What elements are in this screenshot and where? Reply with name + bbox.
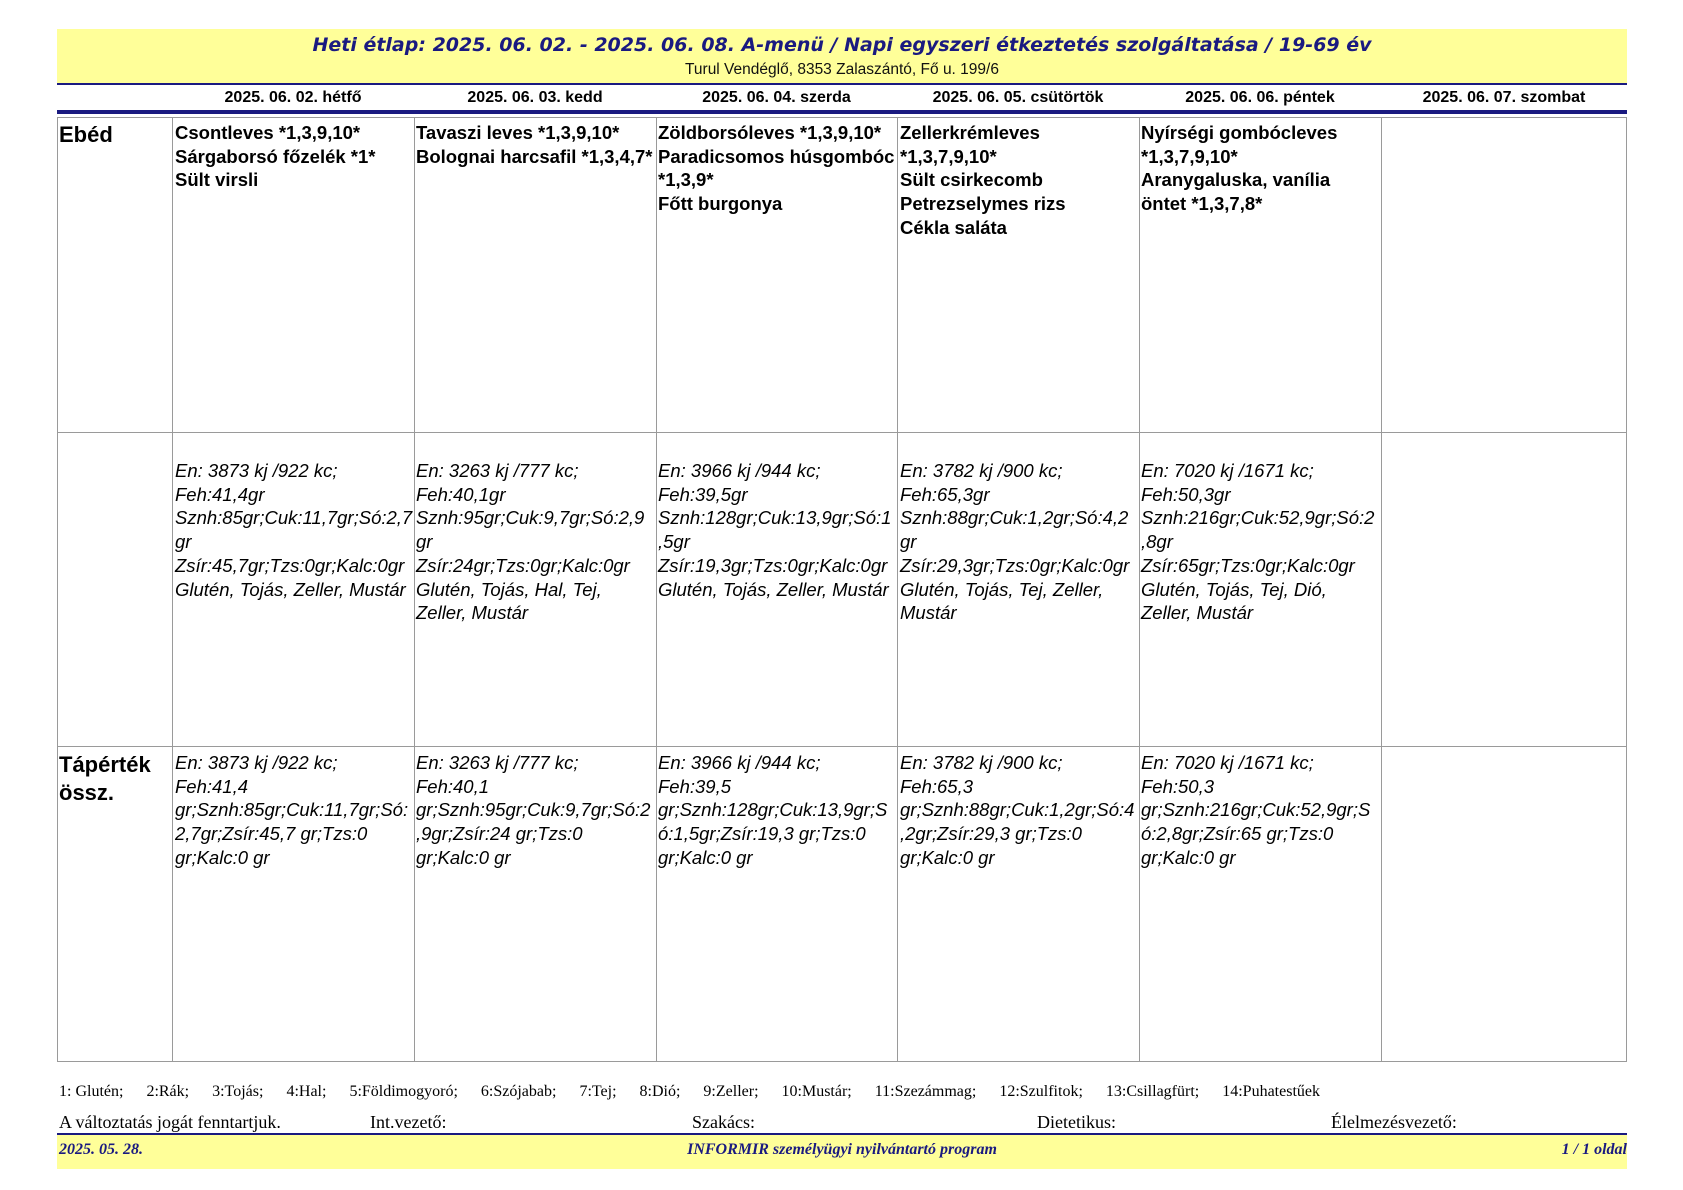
dish-item: Tavaszi leves *1,3,9,10* <box>416 122 620 143</box>
nutrition-line: En: 3263 kj /777 kc; Feh:40,1gr <box>416 460 579 505</box>
allergen-legend-item: 9:Zeller; <box>703 1083 759 1100</box>
change-notice: A változtatás jogát fenntartjuk. <box>59 1112 281 1132</box>
allergen-list: Glutén, Tojás, Hal, Tej, Zeller, Mustár <box>416 578 602 624</box>
grid-row-line <box>57 746 1627 747</box>
totals-cell-monday: En: 3873 kj /922 kc; Feh:41,4 gr;Sznh:85gr;Cuk:11,7gr;Só:2,7gr;Zsír:45,7 gr;Tzs:0 gr;Kalc:0 gr <box>175 752 409 868</box>
grid-column-line <box>172 117 173 1062</box>
dish-item: Nyírségi gombócleves *1,3,7,9,10* <box>1141 122 1338 167</box>
nutrition-line: Sznh:88gr;Cuk:1,2gr;Só:4,2gr <box>900 507 1129 553</box>
lunch-cell-friday <box>1141 121 1379 216</box>
totals-cell-friday: En: 7020 kj /1671 kc; Feh:50,3 gr;Sznh:216gr;Cuk:52,9gr;Só:2,8gr;Zsír:65 gr;Tzs:0 gr;Kalc:0 gr <box>1141 752 1371 868</box>
dish-item: Zellerkrémleves *1,3,7,9,10* <box>900 122 1040 167</box>
day-header-tuesday: 2025. 06. 03. kedd <box>467 89 603 106</box>
allergen-legend-item: 2:Rák; <box>146 1083 190 1100</box>
nutrition-line: Zsír:24gr;Tzs:0gr;Kalc:0gr <box>416 554 630 576</box>
nutrition-line: En: 3873 kj /922 kc; Feh:41,4gr <box>175 460 338 505</box>
grid-column-line <box>656 117 657 1062</box>
totals-cell-tuesday: En: 3263 kj /777 kc; Feh:40,1 gr;Sznh:95gr;Cuk:9,7gr;Só:2,9gr;Zsír:24 gr;Tzs:0 gr;Kalc:0 gr <box>416 752 651 868</box>
header-thick-divider <box>57 110 1627 114</box>
allergen-list: Glutén, Tojás, Tej, Zeller, Mustár <box>900 578 1104 624</box>
page-subtitle: Turul Vendéglő, 8353 Zalaszántó, Fő u. 199/6 <box>685 61 999 78</box>
nutrition-line: En: 3782 kj /900 kc; Feh:65,3gr <box>900 460 1063 505</box>
signature-chef: Szakács: <box>692 1112 755 1132</box>
footer-date: 2025. 05. 28. <box>59 1141 143 1158</box>
grid-column-line <box>897 117 898 1062</box>
nutrition-cell-friday <box>1141 459 1379 625</box>
signature-manager: Int.vezető: <box>370 1112 447 1132</box>
page-title: Heti étlap: 2025. 06. 02. - 2025. 06. 08. A-menü / Napi egyszeri étkeztetés szolgáltatása / 19-69 év <box>312 34 1372 56</box>
signature-catering-manager: Élelmezésvezető: <box>1331 1112 1457 1132</box>
nutrition-line: Zsír:45,7gr;Tzs:0gr;Kalc:0gr <box>175 554 405 576</box>
nutrition-line: Sznh:95gr;Cuk:9,7gr;Só:2,9gr <box>416 507 645 553</box>
dish-item: Paradicsomos húsgombóc *1,3,9* <box>658 145 895 191</box>
nutrition-line: Zsír:65gr;Tzs:0gr;Kalc:0gr <box>1141 554 1355 576</box>
lunch-cell-tuesday <box>416 121 654 168</box>
allergen-legend-item: 6:Szójabab; <box>480 1083 557 1100</box>
nutrition-cell-monday <box>175 459 413 601</box>
allergen-list: Glutén, Tojás, Zeller, Mustár <box>175 578 406 600</box>
nutrition-line: Sznh:85gr;Cuk:11,7gr;Só:2,7gr <box>175 507 413 553</box>
grid-row-line <box>57 432 1627 433</box>
dish-item: Csontleves *1,3,9,10* <box>175 122 361 143</box>
dish-item: Sült virsli <box>175 169 259 191</box>
day-header-wednesday: 2025. 06. 04. szerda <box>702 89 851 106</box>
allergen-legend-item: 14:Puhatestűek <box>1222 1083 1320 1100</box>
row-label-lunch: Ebéd <box>59 122 113 147</box>
day-header-friday: 2025. 06. 06. péntek <box>1185 89 1335 106</box>
allergen-legend-item: 10:Mustár; <box>781 1083 852 1100</box>
lunch-cell-wednesday <box>658 121 896 216</box>
dish-item: Aranygaluska, vanília öntet *1,3,7,8* <box>1141 169 1331 215</box>
grid-column-line <box>414 117 415 1062</box>
nutrition-line: Zsír:19,3gr;Tzs:0gr;Kalc:0gr <box>658 554 888 576</box>
footer-divider <box>57 1133 1627 1135</box>
allergen-legend-item: 7:Tej; <box>579 1083 617 1100</box>
footer-program: INFORMIR személyügyi nyilvántartó program <box>687 1141 997 1158</box>
row-label-totals-line2: össz. <box>59 780 115 805</box>
allergen-legend-item: 8:Dió; <box>639 1083 681 1100</box>
allergen-legend-item: 4:Hal; <box>286 1083 327 1100</box>
nutrition-line: Zsír:29,3gr;Tzs:0gr;Kalc:0gr <box>900 554 1130 576</box>
day-header-thursday: 2025. 06. 05. csütörtök <box>932 89 1104 106</box>
signature-dietitian: Dietetikus: <box>1037 1112 1116 1132</box>
nutrition-cell-tuesday <box>416 459 654 625</box>
allergen-legend-item: 3:Tojás; <box>212 1083 264 1100</box>
dish-item: Sárgaborsó főzelék *1* <box>175 145 376 167</box>
dish-item: Sült csirkecomb <box>900 169 1043 191</box>
nutrition-line: En: 3966 kj /944 kc; Feh:39,5gr <box>658 460 821 505</box>
day-header-saturday: 2025. 06. 07. szombat <box>1422 89 1586 106</box>
totals-cell-wednesday: En: 3966 kj /944 kc; Feh:39,5 gr;Sznh:128gr;Cuk:13,9gr;Só:1,5gr;Zsír:19,3 gr;Tzs:0 gr;Kalc:0 gr <box>658 752 888 868</box>
day-header-monday: 2025. 06. 02. hétfő <box>224 89 362 106</box>
row-label-totals <box>59 751 151 807</box>
allergen-legend-item: 5:Földimogyoró; <box>349 1083 458 1100</box>
header-divider <box>57 83 1627 85</box>
allergen-list: Glutén, Tojás, Zeller, Mustár <box>658 578 889 600</box>
nutrition-line: En: 7020 kj /1671 kc; Feh:50,3gr <box>1141 460 1314 505</box>
dish-item: Cékla saláta <box>900 216 1007 238</box>
lunch-cell-thursday <box>900 121 1138 240</box>
allergen-list: Glutén, Tojás, Tej, Dió, Zeller, Mustár <box>1141 578 1327 624</box>
allergen-legend-item: 11:Szezámmag; <box>874 1083 977 1100</box>
dish-item: Főtt burgonya <box>658 193 783 215</box>
nutrition-cell-thursday <box>900 459 1138 625</box>
dish-item: Petrezselymes rizs <box>900 193 1066 215</box>
allergen-legend <box>59 1083 1343 1101</box>
allergen-legend-item: 12:Szulfitok; <box>999 1083 1083 1100</box>
nutrition-line: Sznh:128gr;Cuk:13,9gr;Só:1,5gr <box>658 507 892 553</box>
nutrition-line: Sznh:216gr;Cuk:52,9gr;Só:2,8gr <box>1141 507 1375 553</box>
nutrition-cell-wednesday <box>658 459 896 601</box>
totals-cell-thursday: En: 3782 kj /900 kc; Feh:65,3 gr;Sznh:88gr;Cuk:1,2gr;Só:4,2gr;Zsír:29,3 gr;Tzs:0 gr;Kalc:0 gr <box>900 752 1135 868</box>
row-label-totals-line1: Tápérték <box>59 752 151 777</box>
dish-item: Bolognai harcsafil *1,3,4,7* <box>416 145 653 167</box>
footer-page-number: 1 / 1 oldal <box>1561 1141 1627 1158</box>
allergen-legend-item: 1: Glutén; <box>59 1083 124 1100</box>
allergen-legend-item: 13:Csillagfürt; <box>1105 1083 1200 1100</box>
grid-column-line <box>1139 117 1140 1062</box>
grid-column-line <box>1381 117 1382 1062</box>
dish-item: Zöldborsóleves *1,3,9,10* <box>658 122 882 143</box>
lunch-cell-monday <box>175 121 413 192</box>
